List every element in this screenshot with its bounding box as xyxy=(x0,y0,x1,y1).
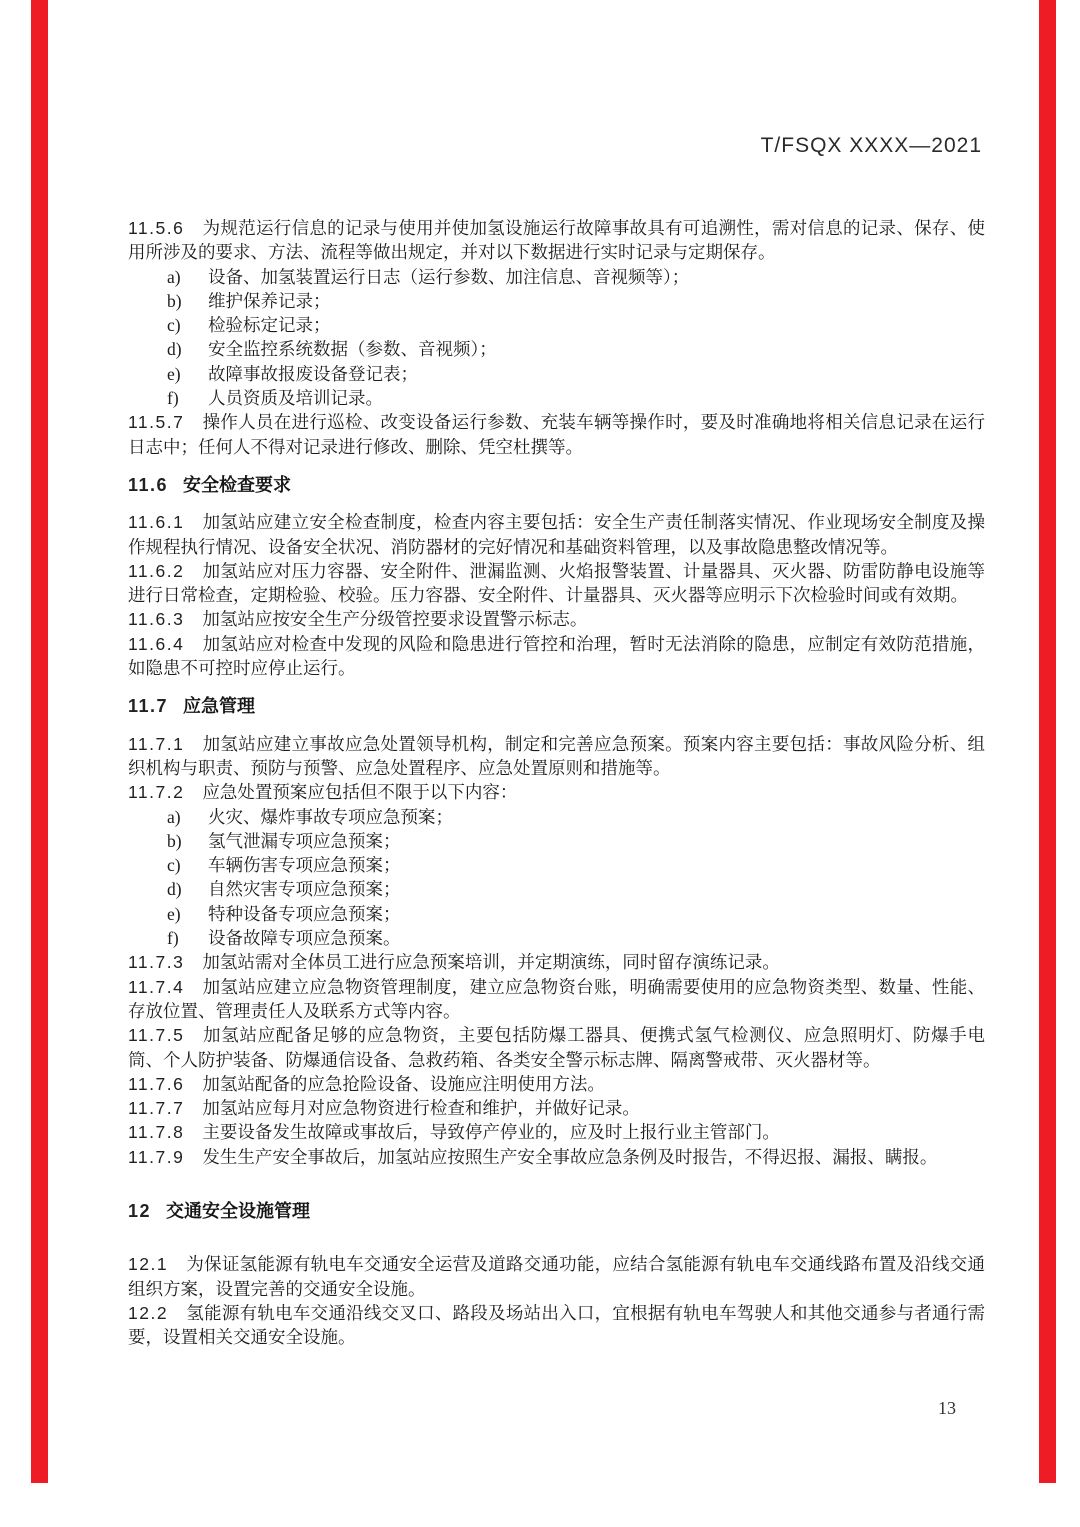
list-item-text: 车辆伤害专项应急预案； xyxy=(208,855,401,876)
clause-number: 11.7.5 xyxy=(128,1025,185,1046)
list-item xyxy=(128,386,985,410)
clause-number: 11.7.2 xyxy=(128,782,185,803)
list-item-label: b) xyxy=(167,830,182,851)
right-edge-marker xyxy=(1039,0,1056,1483)
list-item-label: c) xyxy=(167,315,181,336)
list-item-label: d) xyxy=(167,339,182,360)
clause-text: 为规范运行信息的记录与使用并使加氢设施运行故障事故具有可追溯性，需对信息的记录、保存、使用所涉及的要求、方法、流程等做出规定，并对以下数据进行实时记录与定期保存。 xyxy=(128,218,985,263)
clause-text: 加氢站应配备足够的应急物资，主要包括防爆工器具、便携式氢气检测仪、应急照明灯、防爆手电筒、个人防护装备、防爆通信设备、急救药箱、各类安全警示标志牌、隔离警戒带、灭火器材等。 xyxy=(128,1025,985,1070)
heading-number: 12 xyxy=(128,1200,152,1221)
list-item-label: e) xyxy=(167,363,181,384)
clause-text: 加氢站应每月对应急物资进行检查和维护，并做好记录。 xyxy=(202,1098,640,1119)
section-heading-11.6 xyxy=(128,473,985,497)
heading-number: 11.6 xyxy=(128,474,169,495)
clause-text: 氢能源有轨电车交通沿线交叉口、路段及场站出入口，宜根据有轨电车驾驶人和其他交通参与者通行需要，设置相关交通安全设施。 xyxy=(128,1302,985,1348)
clause-number: 11.7.4 xyxy=(128,976,185,997)
list-item xyxy=(128,265,985,289)
clause-11.5.6 xyxy=(128,216,985,265)
clause-number: 11.7.9 xyxy=(128,1146,185,1167)
clause-text: 发生生产安全事故后，加氢站应按照生产安全事故应急条例及时报告，不得迟报、漏报、瞒报。 xyxy=(202,1146,938,1167)
list-item-label: e) xyxy=(167,903,181,924)
clause-text: 加氢站需对全体员工进行应急预案培训，并定期演练，同时留存演练记录。 xyxy=(202,952,780,973)
list-item-text: 自然灾害专项应急预案； xyxy=(208,879,401,900)
list-item-text: 设备故障专项应急预案。 xyxy=(208,928,401,949)
list-item xyxy=(128,902,985,926)
clause-text: 加氢站应建立安全检查制度，检查内容主要包括：安全生产责任制落实情况、作业现场安全制度及操作规程执行情况、设备安全状况、消防器材的完好情况和基础资料管理，以及事故隐患整改情况等。 xyxy=(128,512,985,557)
clause-text: 操作人员在进行巡检、改变设备运行参数、充装车辆等操作时，要及时准确地将相关信息记录在运行日志中；任何人不得对记录进行修改、删除、凭空杜撰等。 xyxy=(128,412,985,457)
list-item-text: 氢气泄漏专项应急预案； xyxy=(208,830,401,851)
list-item-label: a) xyxy=(167,806,181,827)
list-item-text: 人员资质及培训记录。 xyxy=(208,388,383,409)
clause-number: 11.5.7 xyxy=(128,412,185,433)
heading-text: 安全检查要求 xyxy=(183,474,292,495)
clause-number: 11.5.6 xyxy=(128,218,185,238)
clause-text: 加氢站应建立事故应急处置领导机构，制定和完善应急预案。预案内容主要包括：事故风险分析、组织机构与职责、预防与预警、应急处置程序、应急处置原则和措施等。 xyxy=(128,733,985,778)
clause-text: 应急处置预案应包括但不限于以下内容： xyxy=(202,782,518,803)
heading-number: 11.7 xyxy=(128,696,169,717)
clause-number: 12.2 xyxy=(128,1302,169,1323)
list-item-text: 检验标定记录； xyxy=(208,315,331,336)
list-item-label: d) xyxy=(167,879,182,900)
list-item-label: f) xyxy=(167,388,179,409)
clause-number: 11.7.6 xyxy=(128,1073,185,1094)
clause-number: 11.6.4 xyxy=(128,633,185,654)
clause-text: 加氢站应对检查中发现的风险和隐患进行管控和治理，暂时无法消除的隐患，应制定有效防范措施，如隐患不可控时应停止运行。 xyxy=(128,633,985,679)
list-item xyxy=(128,829,985,853)
clause-11.7.6 xyxy=(128,1072,985,1096)
clause-11.7.1 xyxy=(128,732,985,781)
clause-text: 加氢站配备的应急抢险设备、设施应注明使用方法。 xyxy=(202,1073,605,1094)
list-item-label: b) xyxy=(167,290,182,311)
list-item xyxy=(128,877,985,901)
clause-number: 12.1 xyxy=(128,1254,169,1275)
list-item-text: 设备、加氢装置运行日志（运行参数、加注信息、音视频等）； xyxy=(208,266,690,287)
clause-text: 为保证氢能源有轨电车交通安全运营及道路交通功能，应结合氢能源有轨电车交通线路布置及沿线交通组织方案，设置完善的交通安全设施。 xyxy=(128,1254,985,1299)
list-item-label: a) xyxy=(167,266,181,287)
document-content xyxy=(128,216,985,1349)
clause-number: 11.7.3 xyxy=(128,952,185,973)
clause-11.7.2 xyxy=(128,780,985,804)
clause-12.2 xyxy=(128,1301,985,1350)
page-number: 13 xyxy=(938,1398,956,1418)
clause-12.1 xyxy=(128,1252,985,1301)
list-item-text: 维护保养记录； xyxy=(208,290,331,311)
list-item-text: 特种设备专项应急预案； xyxy=(208,903,401,924)
clause-11.6.4 xyxy=(128,632,985,681)
clause-11.7.3 xyxy=(128,950,985,974)
clause-text: 加氢站应建立应急物资管理制度，建立应急物资台账，明确需要使用的应急物资类型、数量、性能、存放位置、管理责任人及联系方式等内容。 xyxy=(128,976,985,1021)
list-item xyxy=(128,362,985,386)
list-item-text: 故障事故报废设备登记表； xyxy=(208,363,418,384)
list-item xyxy=(128,289,985,313)
clause-11.6.1 xyxy=(128,510,985,559)
list-item xyxy=(128,313,985,337)
list-item-label: f) xyxy=(167,928,179,949)
clause-number: 11.7.7 xyxy=(128,1098,185,1119)
clause-11.6.2 xyxy=(128,559,985,608)
clause-text: 加氢站应对压力容器、安全附件、泄漏监测、火焰报警装置、计量器具、灭火器、防雷防静电设施等进行日常检查，定期检验、校验。压力容器、安全附件、计量器具、灭火器等应明示下次检验时间或有效期。 xyxy=(128,560,985,606)
heading-text: 交通安全设施管理 xyxy=(166,1200,311,1221)
clause-number: 11.7.1 xyxy=(128,733,185,754)
clause-11.7.8 xyxy=(128,1120,985,1144)
section-heading-11.7 xyxy=(128,694,985,718)
clause-11.7.9 xyxy=(128,1145,985,1169)
list-item-label: c) xyxy=(167,855,181,876)
clause-number: 11.7.8 xyxy=(128,1122,185,1143)
list-item xyxy=(128,805,985,829)
clause-11.5.7 xyxy=(128,410,985,459)
list-item-text: 安全监控系统数据（参数、音视频）； xyxy=(208,339,497,360)
standard-code-header: T/FSQX XXXX—2021 xyxy=(760,134,982,157)
clause-11.7.5 xyxy=(128,1023,985,1072)
left-edge-marker xyxy=(31,0,48,1483)
heading-text: 应急管理 xyxy=(183,696,256,717)
list-item-text: 火灾、爆炸事故专项应急预案； xyxy=(208,806,453,827)
list-item xyxy=(128,926,985,950)
section-heading-12 xyxy=(128,1199,985,1223)
clause-text: 加氢站应按安全生产分级管控要求设置警示标志。 xyxy=(202,609,588,630)
list-item xyxy=(128,853,985,877)
clause-number: 11.6.3 xyxy=(128,609,185,630)
clause-number: 11.6.1 xyxy=(128,512,185,533)
clause-11.7.4 xyxy=(128,975,985,1024)
clause-11.7.7 xyxy=(128,1096,985,1120)
clause-number: 11.6.2 xyxy=(128,560,185,581)
list-item xyxy=(128,337,985,361)
clause-11.6.3 xyxy=(128,607,985,631)
clause-text: 主要设备发生故障或事故后，导致停产停业的，应及时上报行业主管部门。 xyxy=(202,1122,780,1143)
